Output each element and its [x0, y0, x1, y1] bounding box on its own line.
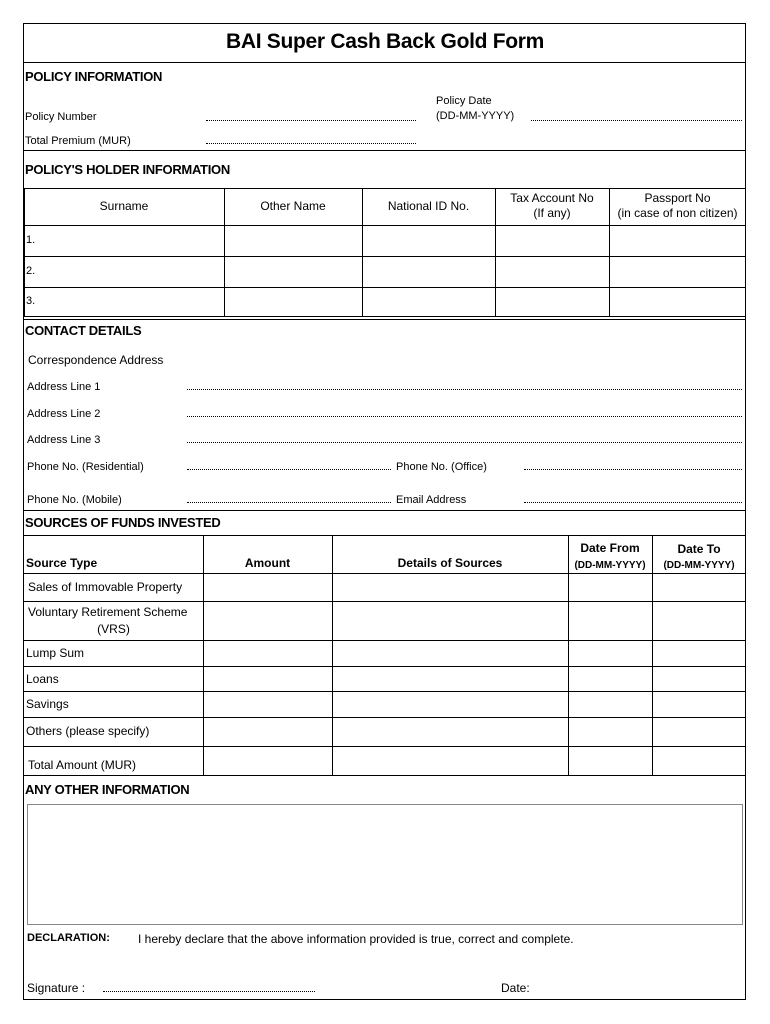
col-source-type: Source Type [26, 556, 98, 570]
col-tax-account [495, 191, 609, 221]
holder-row-number: 3. [26, 295, 36, 307]
address-line-3-label: Address Line 3 [27, 434, 101, 446]
table-rule [23, 573, 746, 574]
phone-mobile-field[interactable] [187, 502, 391, 503]
holder-row-number: 2. [26, 265, 36, 277]
policy-date-field[interactable] [531, 120, 742, 121]
table-rule [23, 640, 746, 641]
source-row-label: Loans [26, 672, 59, 686]
source-row-label: Sales of Immovable Property [28, 580, 183, 594]
col-amount: Amount [244, 556, 291, 570]
table-rule [23, 666, 746, 667]
policy-date-label: Policy Date [436, 95, 492, 107]
declaration-text: I hereby declare that the above information provided is true, correct and complete. [138, 932, 574, 946]
table-rule [23, 775, 746, 776]
col-date-from: Date From [580, 541, 640, 555]
email-label: Email Address [396, 494, 467, 506]
source-row-label: Lump Sum [26, 646, 85, 660]
phone-office-label: Phone No. (Office) [396, 461, 487, 473]
col-surname: Surname [99, 199, 149, 213]
date-label: Date: [501, 981, 530, 995]
holder-row-number: 1. [26, 234, 36, 246]
col-tax-account-line2: (If any) [533, 206, 571, 220]
source-row-label: (VRS) [97, 622, 130, 636]
source-row-label: Others (please specify) [26, 724, 150, 738]
table-rule [23, 601, 746, 602]
col-tax-account-line1: Tax Account No [510, 191, 594, 205]
divider [23, 510, 746, 511]
policy-date-format-label: (DD-MM-YYYY) [436, 110, 515, 122]
address-line-1-label: Address Line 1 [27, 381, 101, 393]
divider [23, 62, 746, 63]
signature-label: Signature : [27, 981, 86, 995]
col-passport [609, 191, 746, 221]
phone-residential-label: Phone No. (Residential) [27, 461, 144, 473]
address-line-2-field[interactable] [187, 416, 742, 417]
phone-mobile-label: Phone No. (Mobile) [27, 494, 122, 506]
divider [23, 319, 746, 320]
table-rule [23, 535, 746, 536]
col-passport-line1: Passport No [644, 191, 711, 205]
address-line-2-label: Address Line 2 [27, 408, 101, 420]
policy-number-label: Policy Number [25, 111, 97, 123]
table-rule [23, 691, 746, 692]
col-date-to: Date To [677, 542, 721, 556]
contact-heading: CONTACT DETAILS [25, 323, 142, 338]
funds-heading: SOURCES OF FUNDS INVESTED [25, 515, 221, 530]
table-rule [24, 256, 746, 257]
signature-field[interactable] [103, 991, 315, 992]
table-rule [23, 717, 746, 718]
phone-office-field[interactable] [524, 469, 742, 470]
correspondence-label: Correspondence Address [28, 353, 164, 367]
source-row-label: Savings [26, 697, 69, 711]
table-rule [332, 535, 333, 775]
total-premium-label: Total Premium (MUR) [25, 135, 131, 147]
col-details: Details of Sources [397, 556, 503, 570]
policy-number-field[interactable] [206, 120, 416, 121]
phone-residential-field[interactable] [187, 469, 391, 470]
col-other-name: Other Name [260, 199, 326, 213]
col-date-to-format: (DD-MM-YYYY) [663, 560, 735, 571]
table-rule [24, 287, 746, 288]
policy-info-heading: POLICY INFORMATION [25, 69, 163, 84]
col-national-id: National ID No. [387, 199, 470, 213]
table-rule [203, 535, 204, 775]
col-date-from-format: (DD-MM-YYYY) [574, 560, 646, 571]
other-info-textbox[interactable] [27, 804, 743, 925]
address-line-3-field[interactable] [187, 442, 742, 443]
col-passport-line2: (in case of non citizen) [617, 206, 738, 220]
form-title: BAI Super Cash Back Gold Form [225, 30, 545, 53]
address-line-1-field[interactable] [187, 389, 742, 390]
holder-info-heading: POLICY'S HOLDER INFORMATION [25, 162, 230, 177]
declaration-label: DECLARATION: [27, 932, 110, 944]
divider [23, 150, 746, 151]
total-premium-field[interactable] [206, 143, 416, 144]
table-rule [23, 746, 746, 747]
email-field[interactable] [524, 502, 742, 503]
total-amount-label: Total Amount (MUR) [28, 758, 137, 772]
table-rule [24, 225, 746, 226]
source-row-label: Voluntary Retirement Scheme [28, 605, 188, 619]
other-info-heading: ANY OTHER INFORMATION [25, 782, 190, 797]
